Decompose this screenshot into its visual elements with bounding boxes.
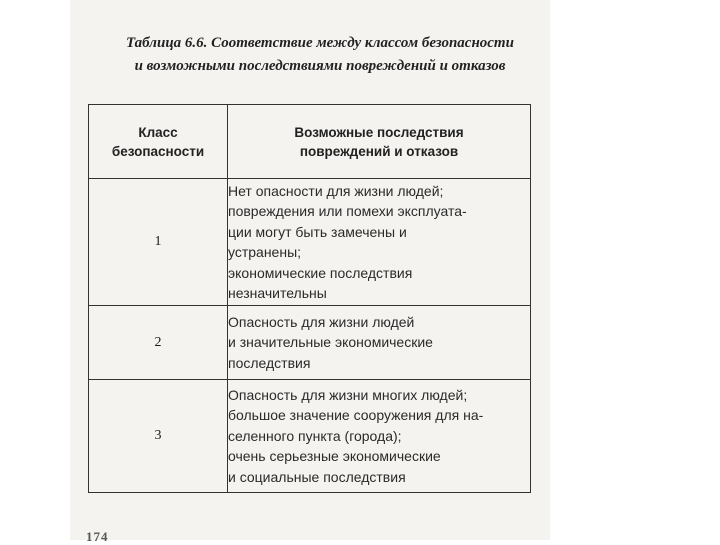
table-row xyxy=(89,306,531,380)
consequences-text xyxy=(228,380,531,493)
text-line: устранены; xyxy=(228,244,302,260)
caption-line-1: Таблица 6.6. Соответствие между классом безопасности xyxy=(126,35,514,51)
text-line: последствия xyxy=(228,354,311,371)
table-row xyxy=(89,179,531,306)
text-line: незначительны xyxy=(228,285,327,301)
text-line: Нет опасности для жизни людей; xyxy=(228,182,444,199)
class-number: 1 xyxy=(89,179,228,306)
table-row xyxy=(89,380,531,493)
text-line: экономические последствия xyxy=(228,264,413,281)
header-cons-line-1: Возможные последствия xyxy=(294,124,464,140)
text-line: повреждения или помехи эксплуата- xyxy=(228,203,467,219)
text-line: ции могут быть замечены и xyxy=(228,223,407,240)
caption-line-2: и возможными последствиями повреждений и отказов xyxy=(134,58,506,74)
consequences-text xyxy=(228,179,531,306)
class-number: 3 xyxy=(89,380,228,493)
text-line: селенного пункта (города); xyxy=(228,427,402,444)
text-line: очень серьезные экономические xyxy=(228,448,441,465)
text-line: Опасность для жизни многих людей; xyxy=(228,386,468,403)
text-line: и социальные последствия xyxy=(228,468,406,485)
header-safety-class xyxy=(89,105,228,179)
page-number: 174 xyxy=(86,529,109,544)
table-caption xyxy=(100,32,540,78)
text-line: и значительные экономические xyxy=(228,334,433,351)
header-cons-line-2: повреждений и отказов xyxy=(299,143,459,159)
text-line: Опасность для жизни людей xyxy=(228,313,415,330)
table-header-row xyxy=(89,105,531,179)
header-class-line-2: безопасности xyxy=(111,143,205,159)
header-consequences xyxy=(228,105,531,179)
class-number: 2 xyxy=(89,306,228,380)
header-class-line-1: Класс xyxy=(138,124,178,140)
text-line: большое значение сооружения для на- xyxy=(228,407,484,424)
safety-class-table xyxy=(88,104,531,493)
consequences-text xyxy=(228,306,531,380)
